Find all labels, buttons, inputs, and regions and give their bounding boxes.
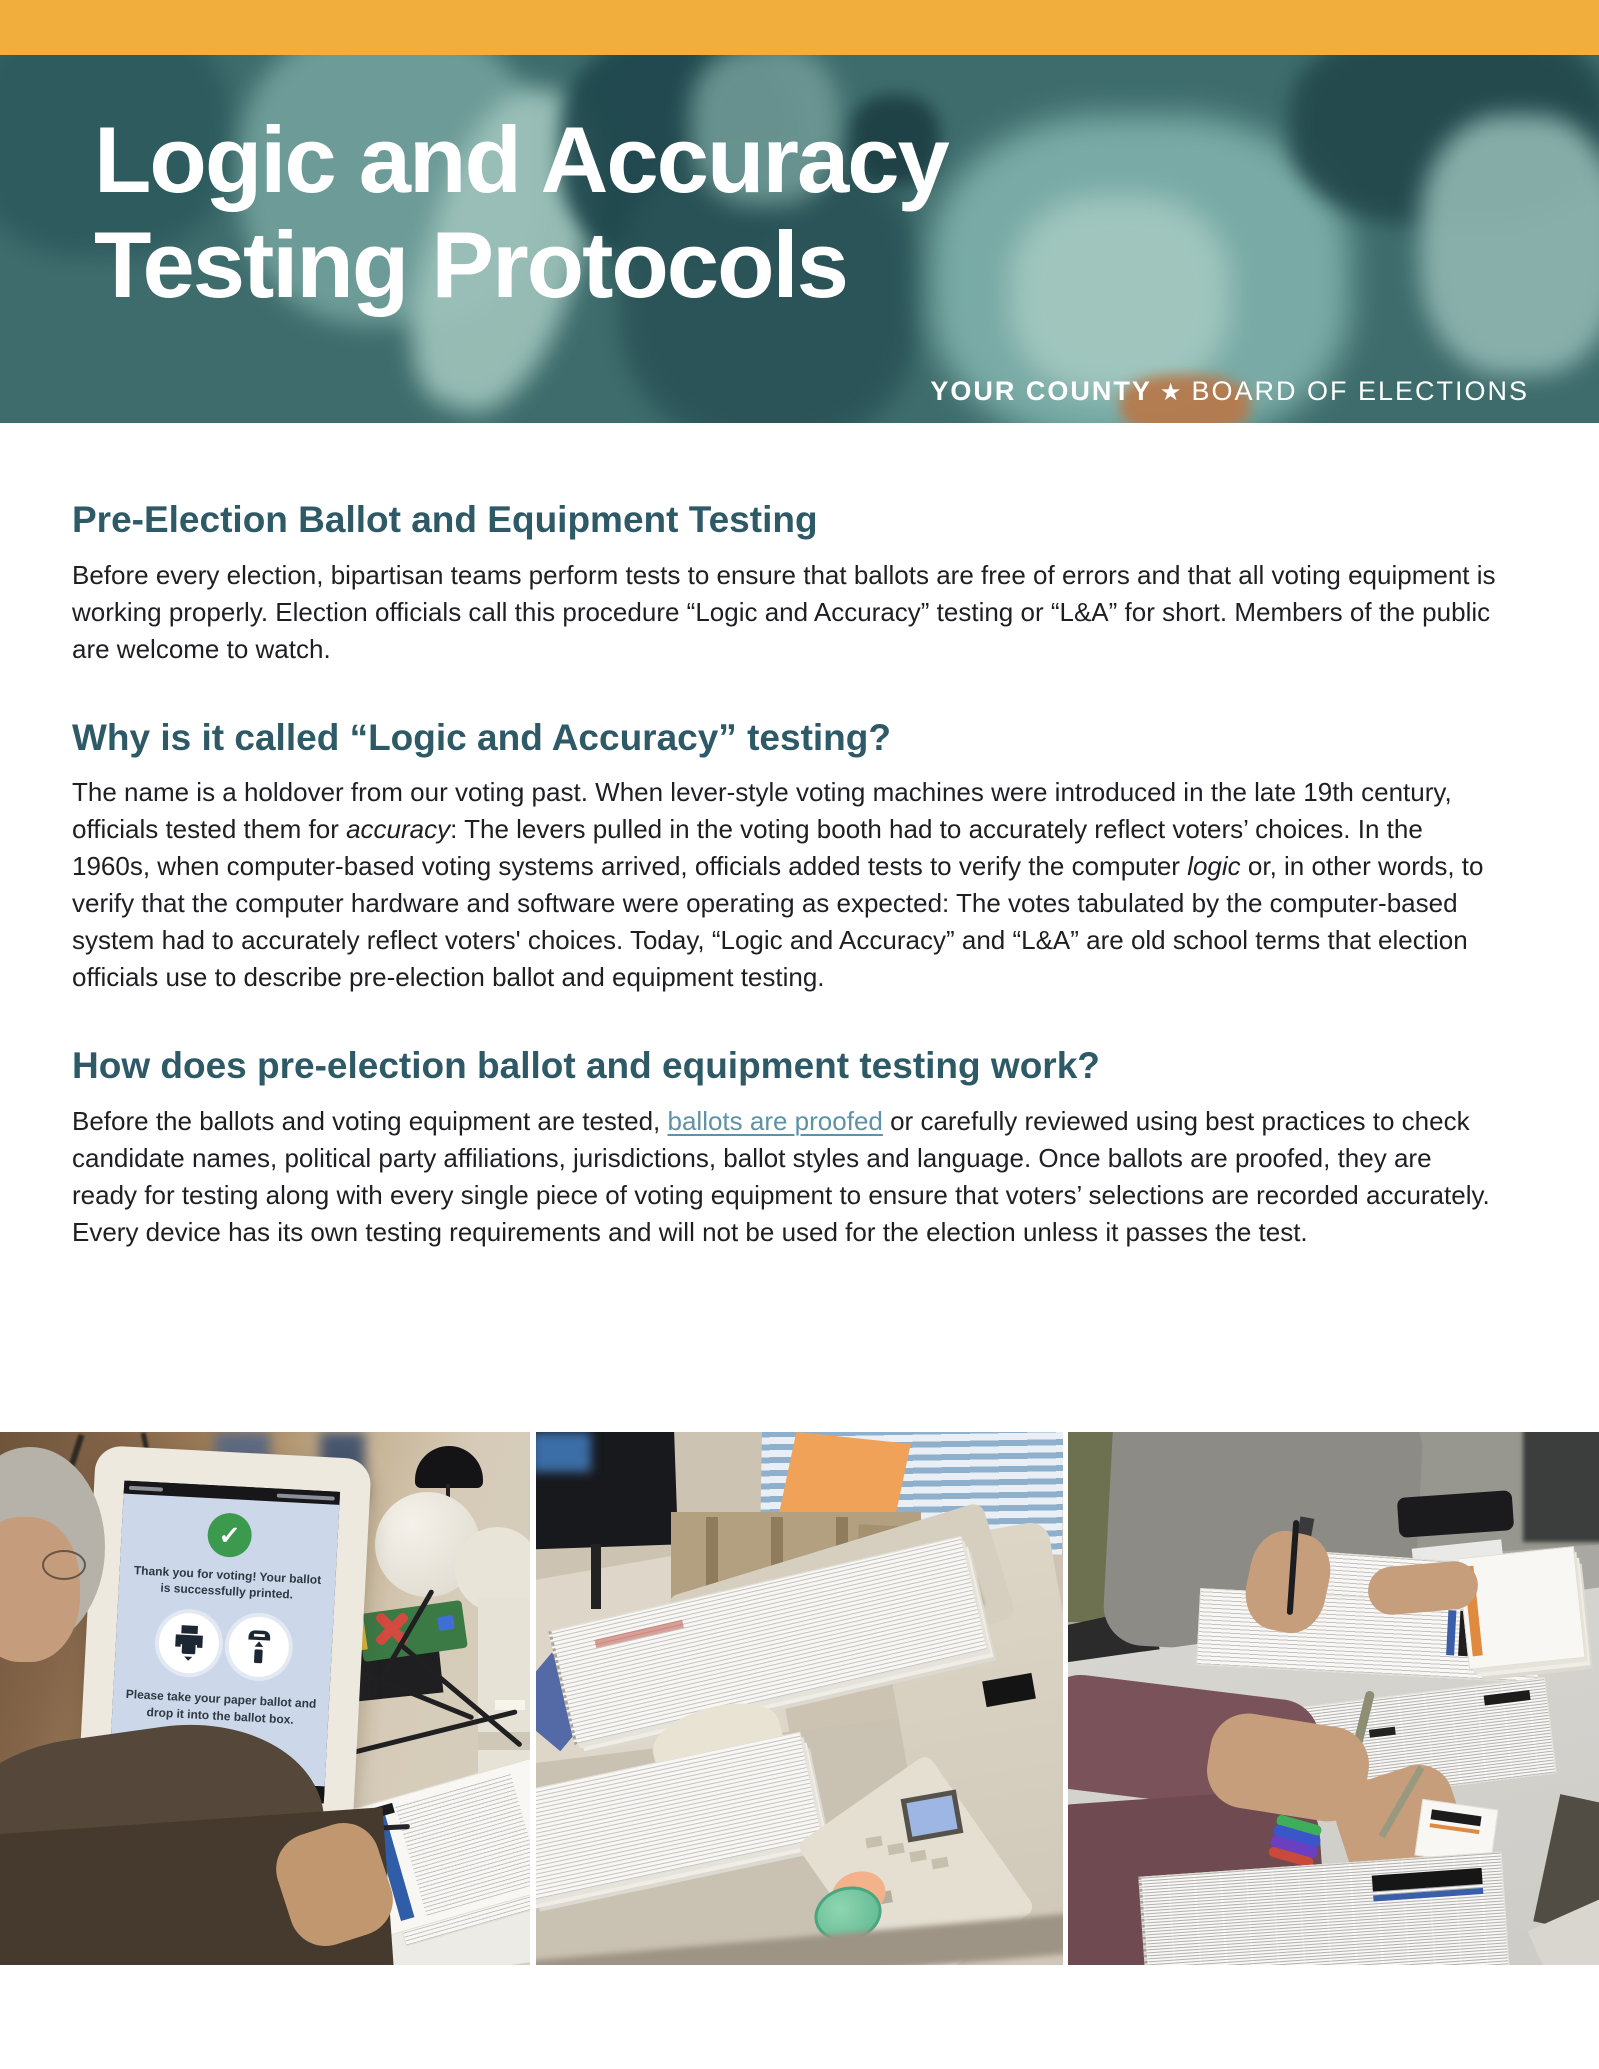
italic-accuracy: accuracy [346, 814, 451, 845]
ballot-header-bar [1484, 1690, 1531, 1706]
tablet-on-table [1397, 1490, 1515, 1538]
page-title [94, 107, 948, 318]
org-line [930, 376, 1529, 407]
photo-ballot-review-table [1068, 1432, 1599, 1965]
paragraph-text: The name is a holdover from our voting past. When lever-style voting machines were introduced in the late 19th century, officials tested them for [72, 777, 1452, 845]
top-accent-bar [0, 0, 1599, 55]
check-icon: ✓ [207, 1512, 253, 1558]
section-why-called-la [72, 716, 1527, 997]
paragraph-text: or carefully reviewed using best practices to check candidate names, political party affiliations, jurisdictions, ballot styles and language. Once ballots are proofed, they are ready for testing along with every single piece of voting equipment to ensure that voters’ selections are recorded accurately. Every device has its own testing requirements and will not be used for the election unless it passes the test. [72, 1105, 1490, 1247]
paragraph-text: or, in other words, to verify that the computer hardware and software were operating as expected: The votes tabulated by the computer-based system had to accurately reflect voters' choices. Today, “Logic and Accuracy” and “L&A” are old school terms that election officials use to describe pre-election ballot and equipment testing. [72, 851, 1484, 993]
printer-label [495, 1700, 525, 1710]
header-photo-blob [1010, 195, 1230, 395]
ballot-blue-stripe [1446, 1610, 1456, 1655]
monitor-stand [591, 1544, 601, 1609]
monitor-glow [536, 1432, 591, 1472]
bmd-status-text-hint [129, 1485, 163, 1491]
section-heading: Pre-Election Ballot and Equipment Testing [72, 499, 818, 540]
bmd-status-text-hint [277, 1493, 335, 1500]
section-paragraph [72, 774, 1500, 996]
printer-icon [157, 1612, 220, 1675]
star-icon: ★ [1159, 379, 1184, 406]
org-division: BOARD OF ELECTIONS [1191, 376, 1529, 406]
bmd-message: Thank you for voting! Your ballot is successfully printed. [133, 1563, 322, 1602]
organizer-divider [706, 1517, 718, 1592]
photo-ballot-marking-device [0, 1432, 530, 1965]
document-body [72, 498, 1527, 1251]
ballot-red-text [594, 1620, 683, 1648]
lamp-shade [415, 1446, 483, 1488]
photo-ballot-scanner [536, 1432, 1063, 1965]
section-heading: How does pre-election ballot and equipment testing work? [72, 1045, 1100, 1087]
paragraph-text: Before the ballots and voting equipment are tested, [72, 1105, 668, 1136]
section-paragraph: Before every election, bipartisan teams perform tests to ensure that ballots are free of errors and that all voting equipment is working properly. Election officials call this procedure “Logic and Accuracy” testing or “L&A” for short. Members of the public are welcome to watch. [72, 559, 1496, 664]
bmd-icon-row [157, 1612, 290, 1679]
background-figure [1523, 1432, 1599, 1542]
voter-glasses [42, 1550, 86, 1580]
section-how-testing-works [72, 1044, 1527, 1251]
bmd-instruction: Please take your paper ballot and drop it into the ballot box. [125, 1687, 317, 1727]
ballot-stack [1457, 1546, 1585, 1670]
voter-face [0, 1517, 80, 1662]
page-title-line2: Testing Protocols [94, 212, 847, 318]
header-photo-blob [1420, 115, 1599, 375]
section-heading: Why is it called “Logic and Accuracy” testing? [72, 716, 891, 758]
page-title-line1: Logic and Accuracy [94, 107, 948, 212]
ballot-box-icon [227, 1616, 290, 1679]
org-name: YOUR COUNTY [930, 376, 1152, 406]
ballot-mark [1369, 1727, 1396, 1738]
section-paragraph [72, 1103, 1500, 1251]
header-banner [0, 55, 1599, 423]
controller-blue-button [437, 1615, 455, 1631]
italic-logic: logic [1187, 851, 1241, 882]
ballots-are-proofed-link[interactable]: ballots are proofed [667, 1105, 883, 1136]
paragraph-text: : The levers pulled in the voting booth had to accurately reflect voters’ choices. In the 1960s, when computer-based voting systems arrived, officials added tests to verify the computer [72, 814, 1423, 882]
section-pre-election-testing [72, 498, 1527, 668]
ballot-text-lines [395, 1773, 530, 1916]
